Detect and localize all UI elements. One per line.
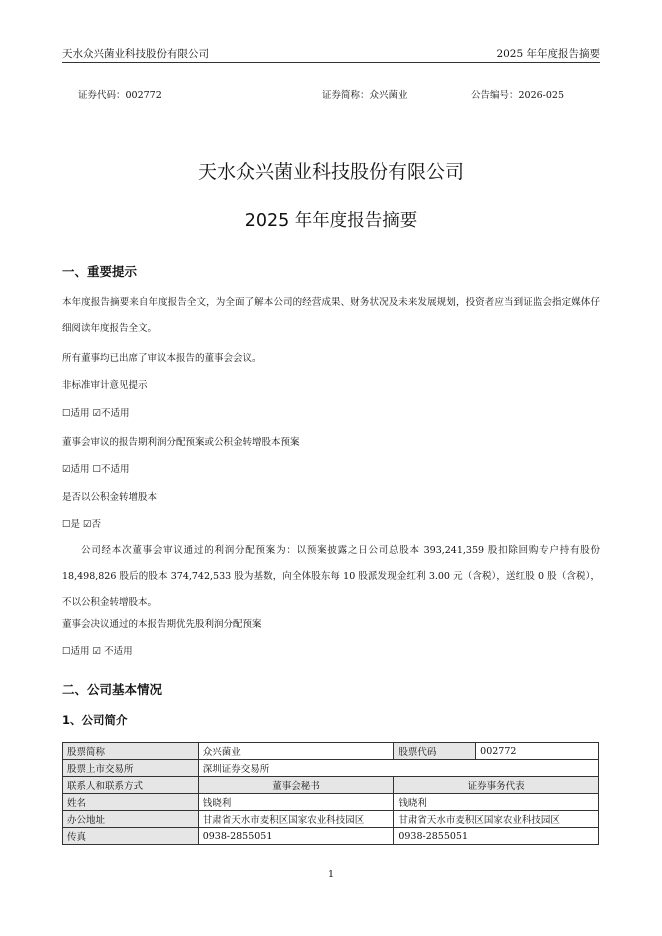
- report-title: 2025 年年度报告摘要: [244, 211, 418, 231]
- profit-distribution-paragraph: 公司经本次董事会审议通过的利润分配预案为：以预案披露之日公司总股本 393,241,359 股扣除回购专户持有股份 18,498,826 股后的股本 374,742,533 股为基数，向全体股东每 10 股派发现金红利 3.00 元（含税），送红股 0 股（含税），不以公积金转增股本。: [62, 545, 600, 608]
- capital-reserve-label: 是否以公积金转增股本: [62, 492, 158, 503]
- audit-opinion-label: 非标准审计意见提示: [62, 380, 148, 391]
- profit-plan-options: ☑适用 ☐不适用: [62, 464, 130, 475]
- security-code: 证券代码：002772: [78, 90, 162, 101]
- secretary-name: 钱晓利: [198, 794, 394, 811]
- header-rule: [62, 62, 600, 63]
- secretary-address: 甘肃省天水市麦积区国家农业科技园区: [198, 811, 394, 828]
- header-report-title: 2025 年年度报告摘要: [496, 48, 600, 60]
- board-secretary-header: 董事会秘书: [198, 777, 394, 794]
- table-row: [63, 828, 599, 845]
- stock-short-name-label: 股票简称: [63, 743, 199, 760]
- section-1-heading: 一、重要提示: [62, 264, 138, 279]
- preferred-stock-options: ☐适用 ☑ 不适用: [62, 646, 133, 657]
- table-row: [63, 794, 599, 811]
- security-short-name: 证券简称：众兴菌业: [322, 90, 408, 101]
- stock-code-label: 股票代码: [394, 743, 476, 760]
- company-profile-table: [62, 742, 599, 845]
- notice-number: 公告编号：2026-025: [471, 90, 565, 101]
- exchange-value: 深圳证券交易所: [198, 760, 598, 777]
- address-label: 办公地址: [63, 811, 199, 828]
- company-profile-heading: 1、公司简介: [62, 713, 128, 727]
- fax-label: 传真: [63, 828, 199, 845]
- directors-attendance: 所有董事均已出席了审议本报告的董事会会议。: [62, 353, 262, 364]
- header-company: 天水众兴菌业科技股份有限公司: [62, 48, 209, 60]
- rep-fax: 0938-2855051: [394, 828, 599, 845]
- profit-plan-label: 董事会审议的报告期利润分配预案或公积金转增股本预案: [62, 437, 300, 448]
- section-2-heading: 二、公司基本情况: [62, 682, 163, 697]
- rep-address: 甘肃省天水市麦积区国家农业科技园区: [394, 811, 599, 828]
- intro-paragraph: 本年度报告摘要来自年度报告全文，为全面了解本公司的经营成果、财务状况及未来发展规划，投资者应当到证监会指定媒体仔细阅读年度报告全文。: [62, 297, 600, 334]
- stock-code-value: 002772: [476, 743, 599, 760]
- page-number: 1: [327, 869, 335, 880]
- exchange-label: 股票上市交易所: [63, 760, 199, 777]
- table-row: [63, 743, 599, 760]
- table-row: [63, 777, 599, 794]
- preferred-stock-label: 董事会决议通过的本报告期优先股利润分配预案: [62, 619, 262, 630]
- capital-reserve-options: ☐是 ☑否: [62, 519, 102, 530]
- rep-name: 钱晓利: [394, 794, 599, 811]
- table-row: [63, 811, 599, 828]
- contact-label: 联系人和联系方式: [63, 777, 199, 794]
- audit-opinion-options: ☐适用 ☑不适用: [62, 408, 130, 419]
- company-title: 天水众兴菌业科技股份有限公司: [197, 161, 464, 183]
- stock-short-name-value: 众兴菌业: [198, 743, 394, 760]
- table-row: [63, 760, 599, 777]
- securities-rep-header: 证券事务代表: [394, 777, 599, 794]
- name-label: 姓名: [63, 794, 199, 811]
- secretary-fax: 0938-2855051: [198, 828, 394, 845]
